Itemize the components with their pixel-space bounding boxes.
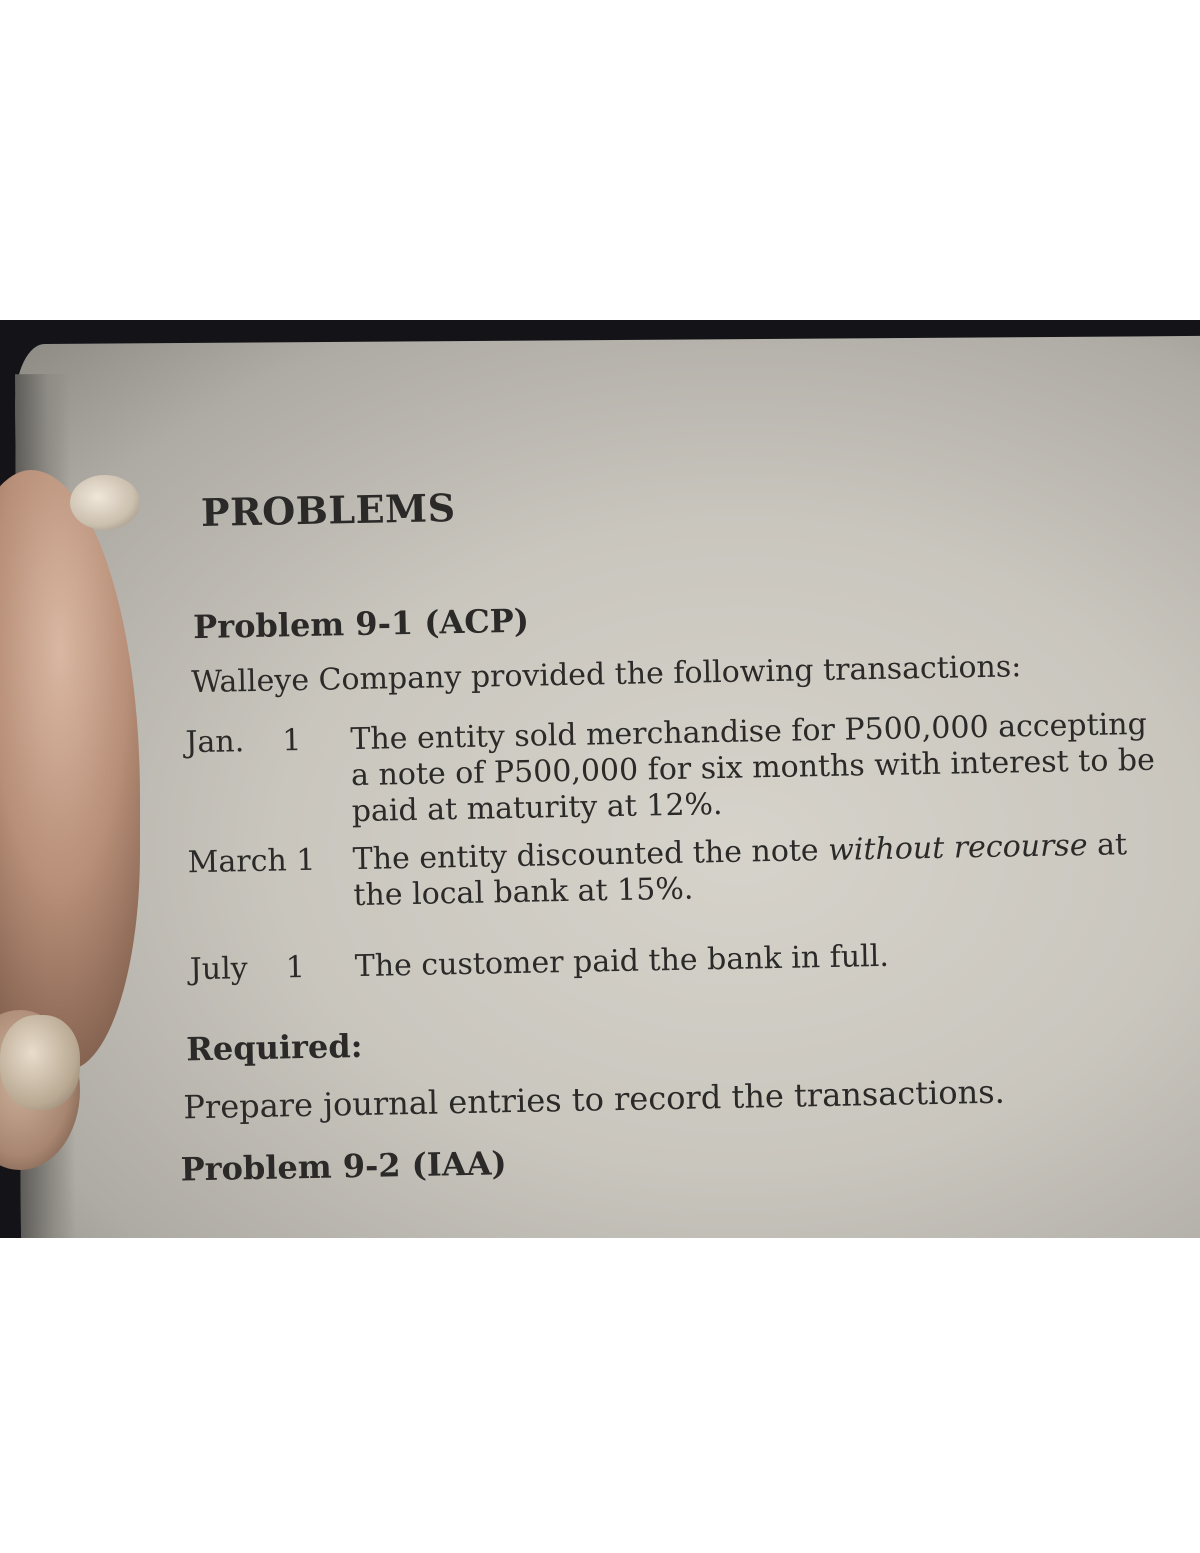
transaction-date: Jan. 1 [185,723,302,761]
description-line: the local bank at 15%. [353,871,694,914]
page-text [0,320,1200,1238]
transaction-date: March 1 [187,842,316,881]
section-heading: PROBLEMS [200,485,456,535]
description-line: a note of P500,000 for six months with interest to be [350,742,1156,794]
transaction-description [350,706,1182,830]
transaction-row [185,706,1185,830]
transaction-row [187,826,1187,914]
transaction-description: The customer paid the bank in full. [354,938,890,985]
description-text: The entity discounted the note [352,832,829,878]
thumbnail [70,475,140,530]
book-photo [0,320,1200,1238]
transaction-date: July 1 [189,950,306,988]
description-text: at [1087,827,1128,863]
description-line: paid at maturity at 12%. [351,786,723,830]
transaction-description [352,826,1183,914]
problem-2-title: Problem 9-2 (IAA) [180,1144,507,1189]
problem-1-title: Problem 9-1 (ACP) [192,601,530,647]
transaction-row [189,933,1189,988]
fingernail [0,1015,80,1110]
description-line: The entity sold merchandise for P500,000 accepting [350,706,1148,758]
required-label: Required: [185,1026,363,1069]
problem-1-intro: Walleye Company provided the following transactions: [190,649,1022,701]
italic-term: without recourse [827,827,1088,868]
required-text: Prepare journal entries to record the transactions. [183,1072,1006,1127]
